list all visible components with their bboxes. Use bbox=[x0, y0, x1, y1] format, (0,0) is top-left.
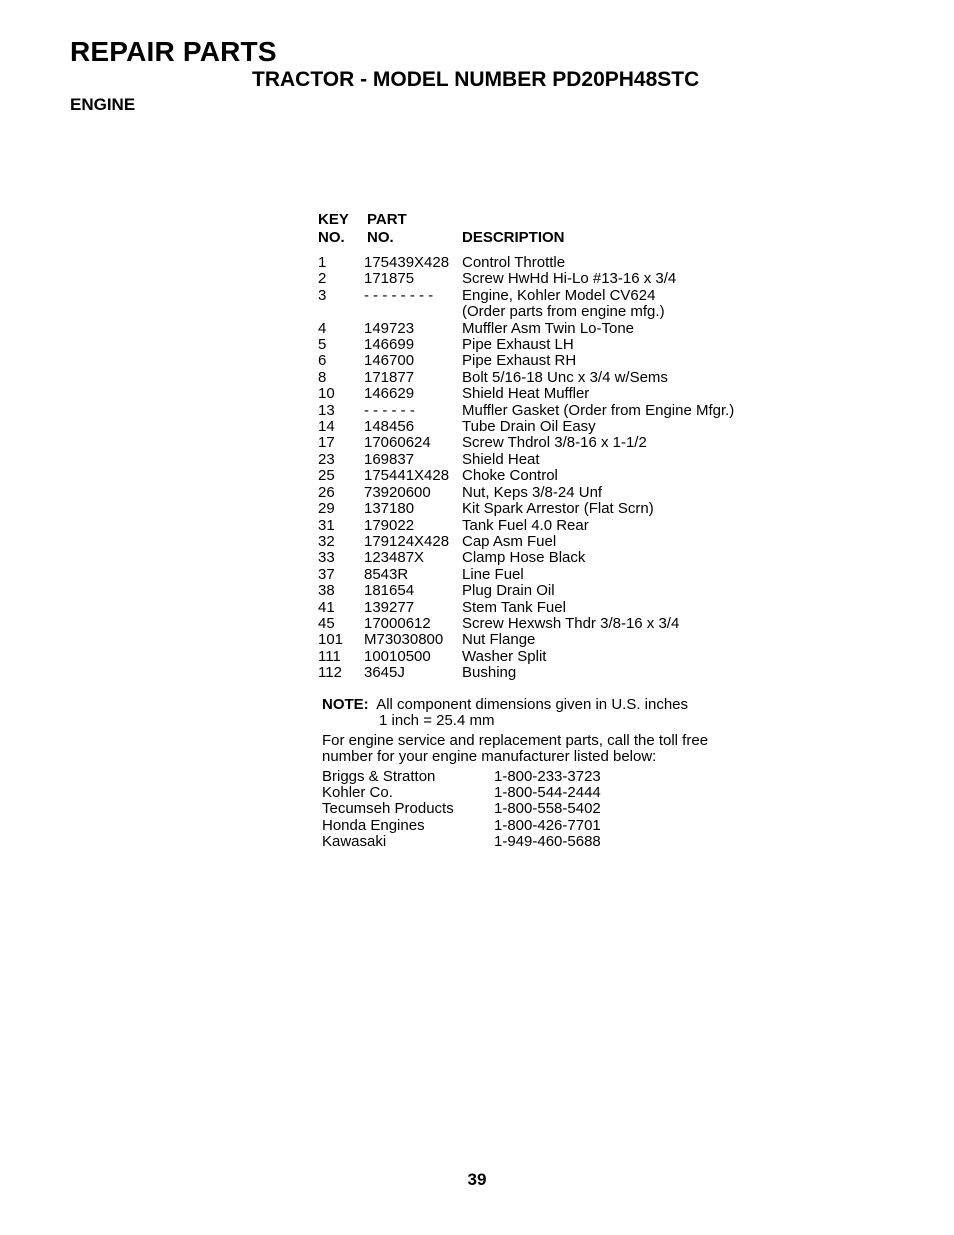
note-text-2: 1 inch = 25.4 mm bbox=[379, 712, 495, 730]
part-number-cell: 149723 bbox=[364, 319, 415, 337]
part-number-cell: 171877 bbox=[364, 368, 415, 386]
table-row bbox=[318, 288, 734, 304]
part-number-cell: 146699 bbox=[364, 336, 415, 354]
description-cell: Screw Hexwsh Thdr 3/8-16 x 3/4 bbox=[462, 614, 680, 632]
key-cell bbox=[318, 304, 364, 320]
part-number-cell: 137180 bbox=[364, 500, 415, 518]
key-cell: 8 bbox=[318, 368, 327, 386]
key-cell: 14 bbox=[318, 418, 335, 436]
key-cell: 111 bbox=[318, 647, 341, 665]
table-row bbox=[318, 435, 734, 451]
key-cell: 1 bbox=[318, 254, 327, 271]
key-cell: 25 bbox=[318, 467, 335, 485]
key-cell: 2 bbox=[318, 270, 327, 288]
manufacturer-name: Tecumseh Products bbox=[322, 800, 454, 818]
description-cell: Muffler Asm Twin Lo-Tone bbox=[462, 319, 635, 337]
part-number-cell: 175439X428 bbox=[364, 254, 450, 271]
description-cell: Choke Control bbox=[462, 467, 558, 485]
table-row bbox=[318, 485, 734, 501]
key-cell: 5 bbox=[318, 336, 327, 354]
description-cell: Bolt 5/16-18 Unc x 3/4 w/Sems bbox=[462, 368, 668, 386]
part-number-cell: 171875 bbox=[364, 270, 415, 288]
section-heading: ENGINE bbox=[70, 95, 136, 114]
description-cell: Clamp Hose Black bbox=[462, 549, 586, 567]
page-title: REPAIR PARTS bbox=[70, 36, 277, 67]
part-number-cell: 148456 bbox=[364, 418, 415, 436]
table-row bbox=[318, 616, 734, 632]
parts-table bbox=[318, 212, 734, 682]
part-number-cell: 175441X428 bbox=[364, 467, 450, 485]
key-cell: 6 bbox=[318, 352, 327, 370]
header-key-line2: NO. bbox=[318, 229, 345, 246]
table-row bbox=[318, 370, 734, 386]
description-cell: Shield Heat Muffler bbox=[462, 385, 590, 403]
description-cell: Nut, Keps 3/8-24 Unf bbox=[462, 483, 603, 501]
description-cell: Stem Tank Fuel bbox=[462, 598, 566, 616]
table-row bbox=[318, 550, 734, 566]
description-cell: Screw HwHd Hi-Lo #13-16 x 3/4 bbox=[462, 270, 677, 288]
table-row bbox=[318, 501, 734, 517]
table-row bbox=[318, 665, 734, 681]
table-row bbox=[318, 271, 734, 287]
part-number-cell: 179124X428 bbox=[364, 532, 450, 550]
header-key-line1: KEY bbox=[318, 211, 349, 228]
part-number-cell: 17060624 bbox=[364, 434, 431, 452]
contact-list bbox=[322, 769, 708, 851]
service-text-1: For engine service and replacement parts, call the toll free bbox=[322, 731, 709, 749]
description-cell: Cap Asm Fuel bbox=[462, 532, 557, 550]
key-cell: 13 bbox=[318, 401, 335, 419]
contact-row bbox=[322, 785, 708, 801]
phone-number: 1-949-460-5688 bbox=[494, 833, 601, 851]
description-cell: Pipe Exhaust LH bbox=[462, 336, 574, 354]
header-part-line2: NO. bbox=[367, 229, 394, 246]
phone-number: 1-800-544-2444 bbox=[494, 784, 601, 802]
part-number-cell: 123487X bbox=[364, 549, 425, 567]
contact-row bbox=[322, 834, 708, 850]
part-number-cell: 169837 bbox=[364, 450, 415, 468]
header-part-line1: PART bbox=[367, 211, 407, 228]
description-cell: (Order parts from engine mfg.) bbox=[462, 303, 665, 321]
description-cell: Screw Thdrol 3/8-16 x 1-1/2 bbox=[462, 434, 647, 452]
key-cell: 4 bbox=[318, 319, 327, 337]
note-label: NOTE: bbox=[322, 696, 369, 713]
note-line-1 bbox=[322, 697, 708, 713]
manufacturer-name: Kawasaki bbox=[322, 833, 387, 851]
contact-row bbox=[322, 818, 708, 834]
manufacturer-name: Briggs & Stratton bbox=[322, 767, 436, 785]
description-cell: Nut Flange bbox=[462, 631, 536, 649]
note-block bbox=[322, 697, 708, 851]
part-number-cell: - - - - - - - - bbox=[364, 286, 434, 304]
table-row bbox=[318, 255, 734, 271]
part-number-cell: 139277 bbox=[364, 598, 415, 616]
phone-number: 1-800-233-3723 bbox=[494, 767, 601, 785]
part-number-cell: - - - - - - bbox=[364, 401, 415, 419]
part-number-cell: 181654 bbox=[364, 582, 415, 600]
description-cell: Tank Fuel 4.0 Rear bbox=[462, 516, 589, 534]
header-description: DESCRIPTION bbox=[462, 229, 565, 246]
part-number-cell: 8543R bbox=[364, 565, 409, 583]
description-cell: Pipe Exhaust RH bbox=[462, 352, 577, 370]
key-cell: 33 bbox=[318, 549, 335, 567]
table-row bbox=[318, 600, 734, 616]
service-text-2: number for your engine manufacturer listed below: bbox=[322, 748, 657, 766]
table-row bbox=[318, 468, 734, 484]
table-row bbox=[318, 649, 734, 665]
table-row bbox=[318, 567, 734, 583]
key-cell: 101 bbox=[318, 631, 344, 649]
table-row bbox=[318, 304, 734, 320]
parts-table-header bbox=[318, 212, 734, 248]
part-number-cell: 146629 bbox=[364, 385, 415, 403]
description-cell: Bushing bbox=[462, 664, 517, 682]
table-row bbox=[318, 337, 734, 353]
service-text bbox=[322, 733, 708, 766]
table-row bbox=[318, 583, 734, 599]
table-row bbox=[318, 419, 734, 435]
manufacturer-name: Honda Engines bbox=[322, 816, 425, 834]
part-number-cell: 146700 bbox=[364, 352, 415, 370]
description-cell: Plug Drain Oil bbox=[462, 582, 555, 600]
contact-row bbox=[322, 769, 708, 785]
part-number-cell: 17000612 bbox=[364, 614, 431, 632]
key-cell: 31 bbox=[318, 516, 335, 534]
model-subtitle: TRACTOR - MODEL NUMBER PD20PH48STC bbox=[252, 68, 700, 91]
manufacturer-name: Kohler Co. bbox=[322, 784, 393, 802]
part-number-cell: 10010500 bbox=[364, 647, 431, 665]
key-cell: 45 bbox=[318, 614, 335, 632]
description-cell: Muffler Gasket (Order from Engine Mfgr.) bbox=[462, 401, 735, 419]
key-cell: 26 bbox=[318, 483, 335, 501]
part-number-cell: 3645J bbox=[364, 664, 405, 682]
table-row bbox=[318, 386, 734, 402]
key-cell: 112 bbox=[318, 664, 342, 682]
phone-number: 1-800-558-5402 bbox=[494, 800, 601, 818]
key-cell: 10 bbox=[318, 385, 335, 403]
table-row bbox=[318, 403, 734, 419]
description-cell: Control Throttle bbox=[462, 254, 566, 271]
description-cell: Engine, Kohler Model CV624 bbox=[462, 286, 656, 304]
description-cell: Shield Heat bbox=[462, 450, 540, 468]
key-cell: 32 bbox=[318, 532, 335, 550]
description-cell: Tube Drain Oil Easy bbox=[462, 418, 596, 436]
description-cell: Kit Spark Arrestor (Flat Scrn) bbox=[462, 500, 654, 518]
part-number-cell: 73920600 bbox=[364, 483, 431, 501]
key-cell: 38 bbox=[318, 582, 335, 600]
contact-row bbox=[322, 801, 708, 817]
key-cell: 23 bbox=[318, 450, 335, 468]
description-cell: Washer Split bbox=[462, 647, 547, 665]
parts-table-body bbox=[318, 255, 734, 682]
note-text-1: All component dimensions given in U.S. inches bbox=[376, 696, 689, 713]
key-cell: 3 bbox=[318, 286, 327, 304]
table-row bbox=[318, 534, 734, 550]
page-number: 39 bbox=[467, 1170, 487, 1189]
key-cell: 41 bbox=[318, 598, 335, 616]
description-cell: Line Fuel bbox=[462, 565, 524, 583]
table-row bbox=[318, 632, 734, 648]
key-cell: 37 bbox=[318, 565, 335, 583]
table-row bbox=[318, 518, 734, 534]
table-row bbox=[318, 353, 734, 369]
phone-number: 1-800-426-7701 bbox=[494, 816, 601, 834]
part-number-cell: M73030800 bbox=[364, 631, 444, 649]
key-cell: 17 bbox=[318, 434, 335, 452]
table-row bbox=[318, 321, 734, 337]
part-number-cell bbox=[364, 304, 462, 320]
table-row bbox=[318, 452, 734, 468]
key-cell: 29 bbox=[318, 500, 335, 518]
part-number-cell: 179022 bbox=[364, 516, 415, 534]
